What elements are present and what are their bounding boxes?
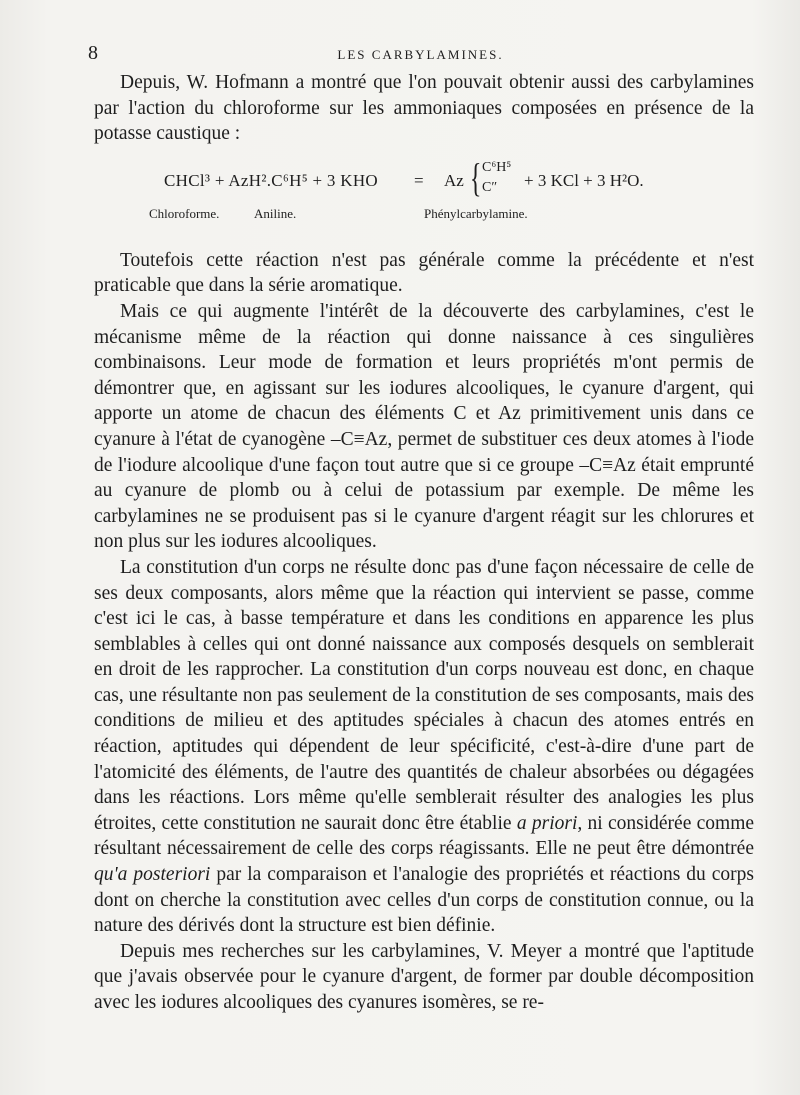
equation-equals: =: [414, 170, 424, 190]
equation-rhs: + 3 KCl + 3 H²O.: [524, 170, 644, 190]
equation-az: Az: [444, 170, 464, 190]
page-body: [94, 70, 754, 1016]
curly-brace-icon: {: [469, 154, 482, 200]
paragraph-toutefois: Toutefois cette réaction n'est pas générale comme la précédente et n'est praticable que dans la série aromatique.: [94, 249, 754, 297]
label-phenylcarbylamine: Phénylcarbylamine.: [424, 205, 528, 221]
paragraph-mecanisme: Mais ce qui augmente l'intérêt de la découverte des carbylamines, c'est le mécanisme même de la réaction qui donne naissance à ces singulières combinaisons. Leur mode de formation et leurs propriétés m'ont permis de démontrer que, en agissant sur les iodures alcooliques, le cyanure d'argent, qui apporte un atome de chacun des éléments C et Az primitivement unis dans ce cyanure à l'état de cyanogène –C≡Az, permet de substituer ces deux atomes à l'iode de l'iodure alcoolique d'une façon tout autre que si ce groupe –C≡Az était emprunté au cyanure de plomb ou à celui de potassium par exemple. De même les carbylamines ne se produisent pas si le cyanure d'argent réagit sur les chlorures et non plus sur les iodures alcooliques.: [94, 300, 754, 553]
paragraph-constitution: [94, 555, 754, 939]
equation-group-bottom: C″: [482, 179, 498, 195]
label-chloroforme: Chloroforme.: [149, 205, 220, 221]
constitution-text-a: La constitution d'un corps ne résulte donc pas d'une façon nécessaire de celle de ses deux composants, alors même que la réaction qui intervient se passe, comme c'est ici le cas, à basse température et dans les conditions en apparence les plus semblables à celles qui ont donné naissance aux composés desquels on semblerait en droit de les rapprocher. La constitution d'un corps nouveau est donc, en chaque cas, une résultante non pas seulement de la constitution de ses composants, mais des conditions de milieu et des aptitudes spéciales à chacun des atomes entrés en réaction, aptitudes qui dépendent de leur spécificité, c'est-à-dire d'une part de l'atomicité des éléments, de l'autre des quantités de chaleur absorbées ou dégagées dans les réactions. Lors même qu'elle semblerait résulter des analogies les plus étroites, cette constitution ne saurait donc être établie: [94, 556, 754, 834]
equation-lhs: CHCl³ + AzH².C⁶H⁵ + 3 KHO: [164, 170, 379, 190]
italic-a-posteriori: qu'a posteriori: [94, 864, 211, 886]
equation-group-top: C⁶H⁵: [482, 159, 512, 175]
paragraph-meyer: Depuis mes recherches sur les carbylamines, V. Meyer a montré que l'aptitude que j'avais observée pour le cyanure d'argent, de former par double décomposition avec les iodures alcooliques des cyanures isomères, se re-: [94, 940, 754, 1013]
constitution-text-c: par la comparaison et l'analogie des propriétés et réactions du corps dont on cherche la constitution avec celles d'un corps de constitution connue, ou la nature des dérivés dont la structure est bien définie.: [94, 864, 754, 937]
chemical-equation: [94, 154, 754, 200]
italic-a-priori: a priori,: [516, 812, 583, 834]
paragraph-intro: Depuis, W. Hofmann a montré que l'on pouvait obtenir aussi des carbylamines par l'action du chloroforme sur les ammoniaques composées en présence de la potasse caustique :: [94, 72, 754, 145]
equation-labels: [94, 198, 754, 220]
constitution-text-b: ni considérée comme résultant nécessairement de celle des corps réagissants. Elle ne peut être démontrée: [94, 812, 755, 860]
page-header: [88, 38, 753, 64]
label-aniline: Aniline.: [254, 205, 297, 221]
page-number: 8: [88, 42, 98, 64]
running-title: LES CARBYLAMINES.: [337, 47, 504, 62]
